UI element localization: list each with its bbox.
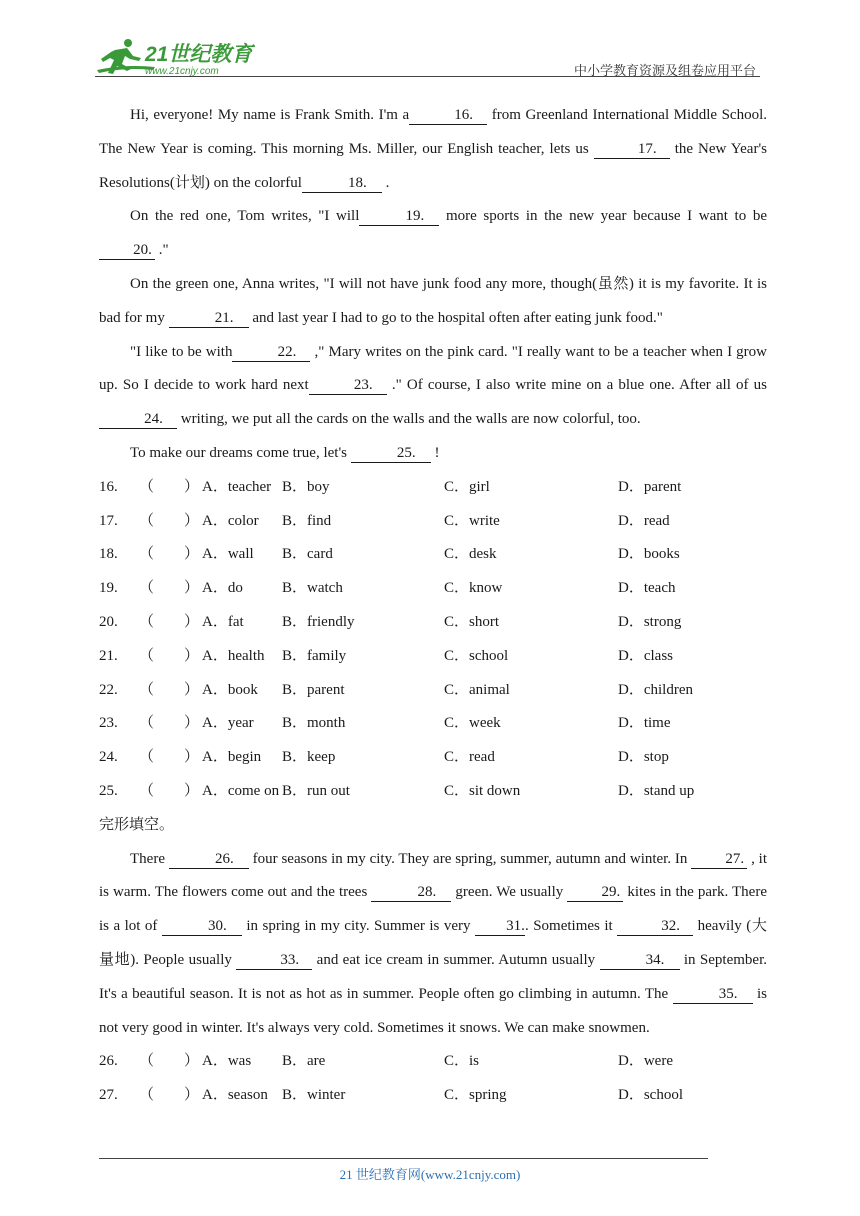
- option-a[interactable]: A．wall: [202, 546, 254, 563]
- answer-blank[interactable]: 29.: [567, 883, 623, 902]
- question-number: 26.: [99, 1053, 118, 1070]
- answer-blank[interactable]: 19.: [359, 207, 439, 226]
- question-number: 20.: [99, 613, 118, 630]
- option-a[interactable]: A．color: [202, 512, 259, 529]
- logo-text: 21世纪教育: [145, 43, 253, 66]
- option-c[interactable]: C．write: [444, 512, 500, 529]
- passage-paragraph: [99, 336, 767, 437]
- question-row: [99, 640, 767, 674]
- option-c[interactable]: C．short: [444, 613, 500, 630]
- question-number: 18.: [99, 546, 118, 563]
- answer-blank[interactable]: 17.: [594, 140, 670, 159]
- passage-text: writing, we put all the cards on the walls and the walls are now colorful, too.: [177, 411, 641, 428]
- answer-blank[interactable]: 31.: [475, 917, 525, 936]
- question-number: 17.: [99, 512, 118, 529]
- answer-bracket[interactable]: （ ）: [139, 512, 200, 529]
- option-d[interactable]: D．parent: [618, 478, 682, 495]
- option-d[interactable]: D．class: [618, 647, 673, 664]
- passage-text: more sports in the new year because I want to be: [439, 208, 767, 225]
- option-d[interactable]: D．teach: [618, 580, 676, 597]
- option-b[interactable]: B．card: [282, 546, 333, 563]
- passage-text: Hi, everyone! My name is Frank Smith. I'm a: [130, 107, 410, 123]
- passage-text: four seasons in my city. They are spring, summer, autumn and winter. In: [248, 850, 692, 867]
- option-b[interactable]: B．are: [282, 1053, 326, 1070]
- option-a[interactable]: A．health: [202, 647, 265, 664]
- answer-blank[interactable]: 25.: [351, 444, 431, 463]
- option-b[interactable]: B．friendly: [282, 613, 355, 630]
- passage-text: green. We usually: [451, 884, 568, 901]
- question-list-2: [99, 1045, 767, 1113]
- option-d[interactable]: D．stop: [618, 749, 669, 766]
- answer-blank[interactable]: 28.: [371, 883, 451, 902]
- option-d[interactable]: D．were: [618, 1053, 673, 1070]
- answer-blank[interactable]: 26.: [169, 850, 249, 869]
- option-a[interactable]: A．fat: [202, 613, 244, 630]
- passage-text: , it is warm. The flowers come out and the trees: [99, 850, 767, 901]
- answer-blank[interactable]: 33.: [236, 951, 312, 970]
- passage-paragraph: [99, 268, 767, 336]
- option-a[interactable]: A．season: [202, 1087, 268, 1104]
- option-b[interactable]: B．find: [282, 512, 332, 529]
- answer-blank[interactable]: 34.: [600, 951, 680, 970]
- answer-bracket[interactable]: （ ）: [139, 647, 200, 664]
- option-c[interactable]: C．read: [444, 749, 495, 766]
- passage-text: the New Year's Resolutions(计划) on the colorful: [99, 140, 767, 191]
- question-number: 22.: [99, 681, 118, 698]
- passage-paragraph: [99, 200, 767, 268]
- answer-blank[interactable]: 35.: [673, 985, 753, 1004]
- answer-blank[interactable]: 24.: [99, 410, 177, 429]
- option-d[interactable]: D．read: [618, 512, 670, 529]
- passage-text: kites in the park. There is a lot of: [99, 884, 767, 935]
- question-number: 23.: [99, 715, 118, 732]
- passage-text: To make our dreams come true, let's: [130, 444, 351, 461]
- answer-blank[interactable]: 21.: [169, 309, 249, 328]
- header-divider: [95, 76, 760, 77]
- worksheet-body: [99, 99, 767, 1113]
- answer-bracket[interactable]: （ ）: [139, 715, 200, 732]
- answer-bracket[interactable]: （ ）: [139, 1087, 200, 1104]
- option-d[interactable]: D．children: [618, 681, 693, 698]
- question-row: [99, 741, 767, 775]
- passage-text: ," Mary writes on the pink card. "I really want to be a teacher when I grow up. So I decide to work hard next: [99, 343, 767, 394]
- option-c[interactable]: C．girl: [444, 478, 490, 495]
- question-number: 19.: [99, 580, 118, 597]
- question-row: [99, 606, 767, 640]
- option-d[interactable]: D．school: [618, 1087, 683, 1104]
- option-a[interactable]: A．book: [202, 681, 258, 698]
- option-b[interactable]: B．month: [282, 715, 346, 732]
- logo-url: www.21cnjy.com: [145, 66, 219, 77]
- passage-paragraph: [99, 843, 767, 1046]
- option-d[interactable]: D．books: [618, 546, 680, 563]
- passage-paragraph: [99, 99, 767, 200]
- answer-bracket[interactable]: （ ）: [139, 580, 200, 597]
- option-c[interactable]: C．week: [444, 715, 501, 732]
- option-d[interactable]: D．stand up: [618, 782, 695, 799]
- option-d[interactable]: D．strong: [618, 613, 682, 630]
- passage-text: and last year I had to go to the hospital often after eating junk food.": [248, 309, 663, 326]
- passage-text: in spring in my city. Summer is very: [241, 918, 475, 935]
- option-a[interactable]: A．come on: [202, 782, 280, 799]
- answer-bracket[interactable]: （ ）: [139, 546, 200, 563]
- answer-blank[interactable]: 27.: [691, 850, 747, 869]
- question-row: [99, 674, 767, 708]
- option-c[interactable]: C．know: [444, 580, 503, 597]
- question-number: 25.: [99, 782, 118, 799]
- question-row: [99, 471, 767, 505]
- passage-text: . Sometimes it: [524, 918, 618, 935]
- answer-blank[interactable]: 22.: [232, 343, 310, 362]
- question-number: 16.: [99, 478, 118, 495]
- question-row: [99, 572, 767, 606]
- question-number: 21.: [99, 647, 118, 664]
- option-a[interactable]: A．do: [202, 580, 243, 597]
- passage-text: There: [130, 850, 169, 867]
- answer-bracket[interactable]: （ ）: [139, 782, 200, 799]
- question-number: 24.: [99, 749, 118, 766]
- answer-blank[interactable]: 16.: [409, 106, 487, 125]
- passage-text: heavily (大量地). People usually: [99, 918, 767, 968]
- answer-blank[interactable]: 32.: [617, 917, 693, 936]
- answer-blank[interactable]: 23.: [309, 376, 387, 395]
- page-header: [95, 36, 760, 78]
- question-row: [99, 707, 767, 741]
- passage-text: ." Of course, I also write mine on a blue one. After all of us: [386, 377, 767, 394]
- question-row: [99, 505, 767, 539]
- option-b[interactable]: B．parent: [282, 681, 345, 698]
- option-c[interactable]: C．school: [444, 647, 509, 664]
- option-c[interactable]: C．spring: [444, 1087, 507, 1104]
- question-row: [99, 775, 767, 809]
- option-d[interactable]: D．time: [618, 715, 671, 732]
- footer-divider: [99, 1158, 708, 1159]
- question-row: [99, 538, 767, 572]
- passage-text: is not very good in winter. It's always very cold. Sometimes it snows. We can make snowmen.: [99, 985, 767, 1036]
- logo: [95, 36, 265, 78]
- option-c[interactable]: C．is: [444, 1053, 480, 1070]
- passage-text: "I like to be with: [130, 343, 233, 360]
- passage-text: !: [430, 444, 440, 461]
- option-b[interactable]: B．winter: [282, 1087, 346, 1104]
- passage-text: in September. It's a beautiful season. It is not as hot as in summer. People often go climbing in autumn. The: [99, 951, 767, 1002]
- option-a[interactable]: A．year: [202, 715, 254, 732]
- option-b[interactable]: B．run out: [282, 782, 350, 799]
- option-c[interactable]: C．desk: [444, 546, 497, 563]
- passage-text: .": [155, 242, 169, 259]
- option-b[interactable]: B．boy: [282, 478, 330, 495]
- passage-paragraph: [99, 437, 767, 471]
- answer-blank[interactable]: 30.: [162, 917, 242, 936]
- cloze-passage-1: [99, 99, 767, 471]
- option-c[interactable]: C．sit down: [444, 782, 521, 799]
- cloze-passage-2: [99, 843, 767, 1046]
- answer-bracket[interactable]: （ ）: [139, 1053, 200, 1070]
- question-number: 27.: [99, 1087, 118, 1104]
- answer-bracket[interactable]: （ ）: [139, 681, 200, 698]
- option-c[interactable]: C．animal: [444, 681, 510, 698]
- answer-blank[interactable]: 20.: [99, 241, 155, 260]
- answer-blank[interactable]: 18.: [302, 174, 382, 193]
- passage-text: On the red one, Tom writes, "I will: [130, 208, 360, 225]
- passage-text: .: [381, 174, 390, 191]
- site-tagline: 中小学教育资源及组卷应用平台: [573, 63, 756, 78]
- option-a[interactable]: A．begin: [202, 749, 262, 766]
- option-b[interactable]: B．watch: [282, 580, 343, 597]
- question-row: [99, 1079, 767, 1113]
- question-row: [99, 1045, 767, 1079]
- passage-text: On the green one, Anna writes, "I will not have junk food any more, though(虽然) it is my favorite. It is bad for my: [99, 275, 767, 326]
- question-list-1: [99, 471, 767, 809]
- option-a[interactable]: A．was: [202, 1053, 252, 1070]
- page-footer: 21 世纪教育网(www.21cnjy.com): [339, 1167, 521, 1182]
- passage-text: from Greenland International Middle School. The New Year is coming. This morning Ms. Miller, our English teacher, lets us: [99, 107, 767, 157]
- option-b[interactable]: B．family: [282, 647, 347, 664]
- passage-text: and eat ice cream in summer. Autumn usually: [312, 951, 600, 968]
- answer-bracket[interactable]: （ ）: [139, 478, 200, 495]
- option-b[interactable]: B．keep: [282, 749, 336, 766]
- answer-bracket[interactable]: （ ）: [139, 749, 200, 766]
- section-title: 完形填空。: [99, 816, 175, 833]
- option-a[interactable]: A．teacher: [202, 478, 272, 495]
- answer-bracket[interactable]: （ ）: [139, 613, 200, 630]
